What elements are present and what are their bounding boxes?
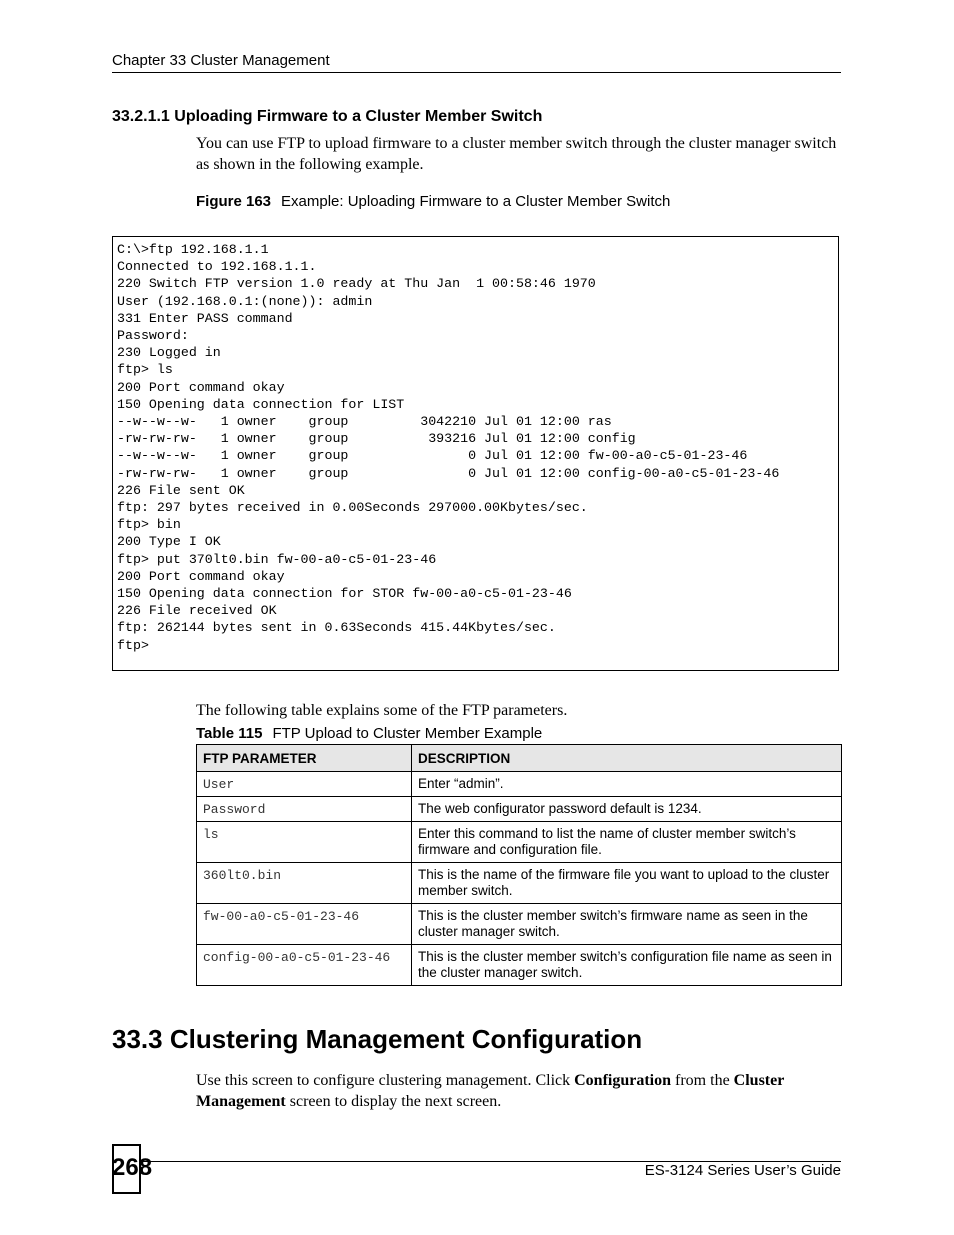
code-line: ftp: 262144 bytes sent in 0.63Seconds 415.44Kbytes/sec. bbox=[117, 620, 556, 636]
guide-title: ES-3124 Series User’s Guide bbox=[644, 1162, 841, 1179]
desc-cell: This is the cluster member switch’s firmware name as seen in the cluster manager switch. bbox=[412, 904, 842, 945]
code-line: 150 Opening data connection for STOR fw-00-a0-c5-01-23-46 bbox=[117, 586, 572, 602]
desc-cell: This is the cluster member switch’s configuration file name as seen in the cluster manager switch. bbox=[412, 945, 842, 986]
code-line: 226 File received OK bbox=[117, 603, 277, 619]
page-number: 268 bbox=[112, 1154, 153, 1181]
table-row bbox=[197, 772, 842, 797]
code-line: 331 Enter PASS command bbox=[117, 310, 293, 326]
cluster-management-term: Cluster Management bbox=[196, 1072, 785, 1110]
desc-cell: Enter “admin”. bbox=[412, 772, 842, 797]
section-heading-2: 33.3 Clustering Management Configuration bbox=[112, 1024, 643, 1054]
header-rule bbox=[112, 72, 841, 73]
code-line: --w--w--w- 1 owner group 0 Jul 01 12:00 fw-00-a0-c5-01-23-46 bbox=[117, 448, 748, 464]
code-line: Password: bbox=[117, 328, 189, 344]
code-example-box bbox=[112, 236, 839, 671]
figure-title: Example: Uploading Firmware to a Cluster Member Switch bbox=[281, 193, 671, 210]
desc-cell: Enter this command to list the name of cluster member switch’s firmware and configuration file. bbox=[412, 822, 842, 863]
code-line: 200 Port command okay bbox=[117, 568, 285, 584]
param-cell: config-00-a0-c5-01-23-46 bbox=[197, 945, 412, 986]
table-label: Table 115 bbox=[196, 725, 263, 742]
code-line: -rw-rw-rw- 1 owner group 393216 Jul 01 12:00 config bbox=[117, 431, 636, 447]
param-cell: 360lt0.bin bbox=[197, 863, 412, 904]
table-row bbox=[197, 797, 842, 822]
table-title: FTP Upload to Cluster Member Example bbox=[272, 725, 543, 742]
intro-paragraph: You can use FTP to upload firmware to a cluster member switch through the cluster manager switch as shown in the following example. bbox=[196, 135, 837, 173]
code-line: 220 Switch FTP version 1.0 ready at Thu Jan 1 00:58:46 1970 bbox=[117, 276, 596, 292]
header-description: DESCRIPTION bbox=[412, 745, 842, 772]
param-cell: User bbox=[197, 772, 412, 797]
table-caption bbox=[196, 725, 542, 742]
param-cell: fw-00-a0-c5-01-23-46 bbox=[197, 904, 412, 945]
table-row bbox=[197, 904, 842, 945]
para-text: from the bbox=[671, 1072, 734, 1089]
ftp-parameter-table bbox=[196, 744, 842, 986]
header-ftp-parameter: FTP PARAMETER bbox=[197, 745, 412, 772]
code-line: ftp> ls bbox=[117, 362, 173, 378]
para-text: Use this screen to configure clustering management. Click bbox=[196, 1072, 575, 1089]
code-line: -rw-rw-rw- 1 owner group 0 Jul 01 12:00 config-00-a0-c5-01-23-46 bbox=[117, 465, 780, 481]
code-line: 226 File sent OK bbox=[117, 482, 245, 498]
table-header-row bbox=[197, 745, 842, 772]
table-intro-paragraph: The following table explains some of the FTP parameters. bbox=[196, 702, 568, 719]
code-line: C:\>ftp 192.168.1.1 bbox=[117, 242, 269, 257]
code-line: 150 Opening data connection for LIST bbox=[117, 396, 405, 412]
section-heading: 33.2.1.1 Uploading Firmware to a Cluster Member Switch bbox=[112, 108, 543, 125]
config-paragraph bbox=[196, 1070, 846, 1112]
code-line: ftp> put 370lt0.bin fw-00-a0-c5-01-23-46 bbox=[117, 551, 437, 567]
running-header: Chapter 33 Cluster Management bbox=[112, 52, 330, 69]
code-line: User (192.168.0.1:(none)): admin bbox=[117, 293, 373, 309]
param-cell: ls bbox=[197, 822, 412, 863]
figure-label: Figure 163 bbox=[196, 193, 272, 210]
code-line: ftp> bin bbox=[117, 517, 181, 533]
code-line: ftp> bbox=[117, 637, 149, 653]
code-line: 200 Type I OK bbox=[117, 534, 221, 550]
figure-caption bbox=[196, 193, 670, 210]
table-row bbox=[197, 822, 842, 863]
table-row bbox=[197, 863, 842, 904]
table-row bbox=[197, 945, 842, 986]
desc-cell: This is the name of the firmware file you want to upload to the cluster member switch. bbox=[412, 863, 842, 904]
configuration-term: Configuration bbox=[574, 1072, 672, 1089]
code-line: --w--w--w- 1 owner group 3042210 Jul 01 12:00 ras bbox=[117, 414, 612, 430]
code-line: 200 Port command okay bbox=[117, 379, 285, 395]
para-text: screen to display the next screen. bbox=[285, 1093, 502, 1110]
code-line: Connected to 192.168.1.1. bbox=[117, 259, 317, 275]
desc-cell: The web configurator password default is 1234. bbox=[412, 797, 842, 822]
code-line: 230 Logged in bbox=[117, 345, 221, 361]
code-line: ftp: 297 bytes received in 0.00Seconds 297000.00Kbytes/sec. bbox=[117, 500, 588, 516]
code-listing bbox=[117, 241, 779, 654]
param-cell: Password bbox=[197, 797, 412, 822]
